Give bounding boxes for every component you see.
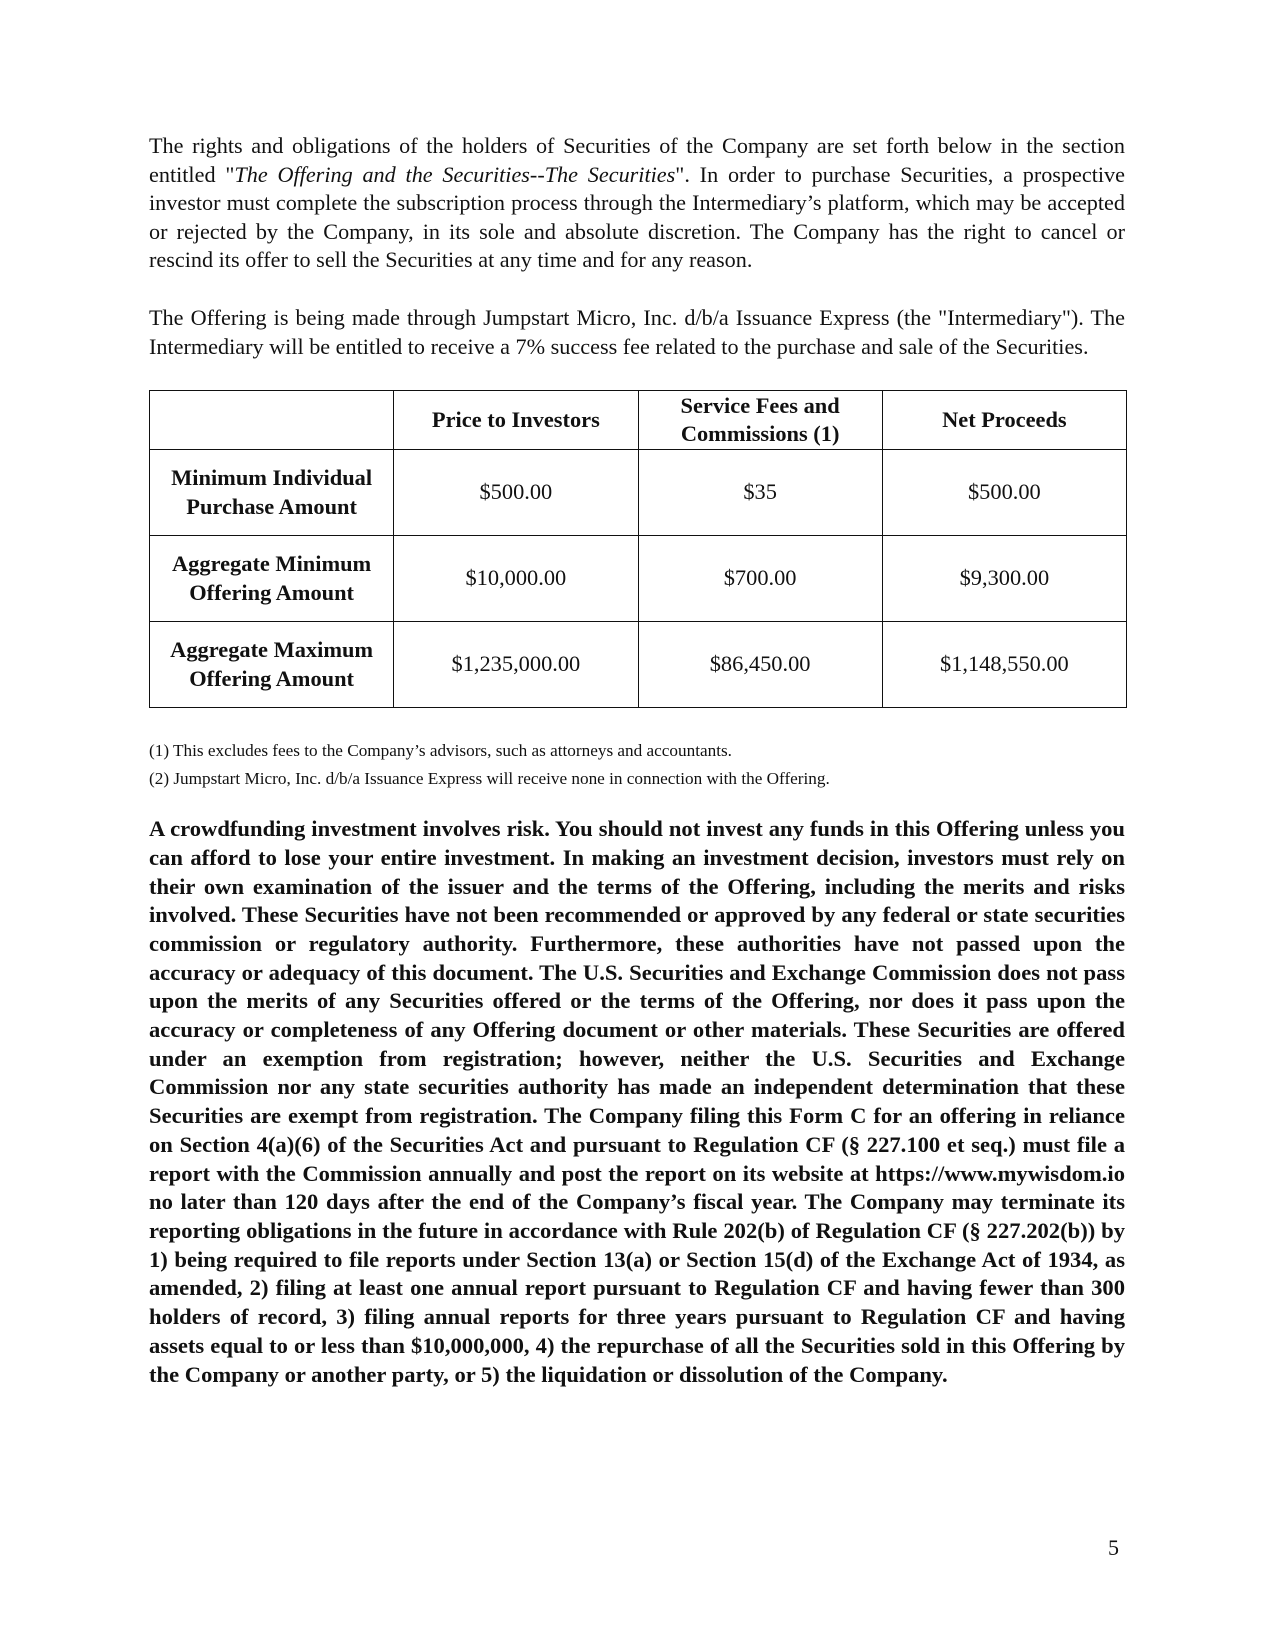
row-label-aggregate-minimum: Aggregate Minimum Offering Amount: [150, 536, 394, 622]
page-number: 5: [1108, 1535, 1119, 1560]
document-page: [149, 132, 1125, 1389]
paragraph1-text-end: ". In order to purchase Securities, a prospective investor must complete the subscription process through the Intermediary’s platform, which may be accepted or rejected by the Company, in its sole and absolute discretion. The Company has the right to cancel or rescind its offer to sell the Securities at any time and for any reason.: [149, 161, 1125, 273]
intermediary-paragraph: The Offering is being made through Jumpstart Micro, Inc. d/b/a Issuance Express (the "Intermediary"). The Intermediary will be entitled to receive a 7% success fee related to the purchase and sale of the Securities.: [149, 304, 1125, 359]
section-reference-italic: The Offering and the Securities--The Securities: [234, 161, 676, 187]
cell-price: $1,235,000.00: [394, 622, 638, 708]
table-row: [150, 536, 1127, 622]
cell-fees: $86,450.00: [638, 622, 882, 708]
row-label-minimum-individual: Minimum Individual Purchase Amount: [150, 450, 394, 536]
cell-price: $10,000.00: [394, 536, 638, 622]
cell-net: $9,300.00: [882, 536, 1126, 622]
cell-net: $500.00: [882, 450, 1126, 536]
securities-rights-paragraph: [149, 132, 1125, 275]
cell-net: $1,148,550.00: [882, 622, 1126, 708]
cell-fees: $700.00: [638, 536, 882, 622]
offering-table: [149, 390, 1127, 708]
header-cell-blank: [150, 391, 394, 450]
table-header-row: [150, 391, 1127, 450]
header-price-to-investors: Price to Investors: [394, 391, 638, 450]
footnote-1: (1) This excludes fees to the Company’s advisors, such as attorneys and accountants.: [149, 741, 732, 761]
paragraph1-text-start: The rights and obligations of the holders of Securities of the Company are set forth below in the section entitled ": [149, 133, 1125, 187]
header-service-fees: Service Fees and Commissions (1): [638, 391, 882, 450]
table-row: [150, 450, 1127, 536]
cell-fees: $35: [638, 450, 882, 536]
header-net-proceeds: Net Proceeds: [882, 391, 1126, 450]
risk-warning-paragraph: A crowdfunding investment involves risk. You should not invest any funds in this Offering unless you can afford to lose your entire investment. In making an investment decision, investors must rely on their own examination of the issuer and the terms of the Offering, including the merits and risks involved. These Securities have not been recommended or approved by any federal or state securities commission or regulatory authority. Furthermore, these authorities have not passed upon the accuracy or adequacy of this document. The U.S. Securities and Exchange Commission does not pass upon the merits of any Securities offered or the terms of the Offering, nor does it pass upon the accuracy or completeness of any Offering document or other materials. These Securities are offered under an exemption from registration; however, neither the U.S. Securities and Exchange Commission nor any state securities authority has made an independent determination that these Securities are exempt from registration. The Company filing this Form C for an offering in reliance on Section 4(a)(6) of the Securities Act and pursuant to Regulation CF (§ 227.100 et seq.) must file a report with the Commission annually and post the report on its website at https://www.mywisdom.io no later than 120 days after the end of the Company’s fiscal year. The Company may terminate its reporting obligations in the future in accordance with Rule 202(b) of Regulation CF (§ 227.202(b)) by 1) being required to file reports under Section 13(a) or Section 15(d) of the Exchange Act of 1934, as amended, 2) filing at least one annual report pursuant to Regulation CF and having fewer than 300 holders of record, 3) filing annual reports for three years pursuant to Regulation CF and having assets equal to or less than $10,000,000, 4) the repurchase of all the Securities sold in this Offering by the Company or another party, or 5) the liquidation or dissolution of the Company.: [149, 816, 1125, 1387]
cell-price: $500.00: [394, 450, 638, 536]
footnote-2: (2) Jumpstart Micro, Inc. d/b/a Issuance Express will receive none in connection with the Offering.: [149, 769, 830, 789]
table-footnotes: [149, 737, 1125, 793]
row-label-aggregate-maximum: Aggregate Maximum Offering Amount: [150, 622, 394, 708]
table-row: [150, 622, 1127, 708]
